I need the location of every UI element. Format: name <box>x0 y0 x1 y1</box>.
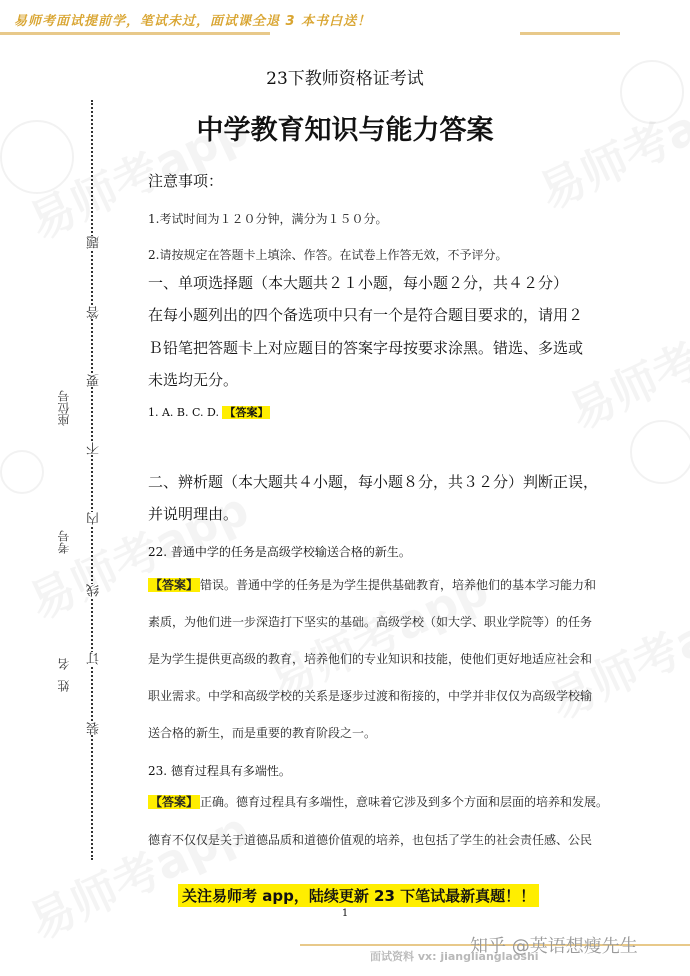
exam-number-field: 考号 <box>57 530 71 554</box>
answer-tag: 【答案】 <box>224 406 269 419</box>
margin-label: 要 <box>87 374 102 387</box>
banner-underline <box>0 32 270 35</box>
question-1 <box>148 404 634 420</box>
answer-23-line <box>148 784 634 821</box>
notice-item: 2.请按规定在答题卡上填涂、作答。在试卷上作答无效，不予评分。 <box>148 248 508 262</box>
section1-instruction: 在每小题列出的四个备选项中只有一个是符合题目要求的，请用２ <box>148 306 584 324</box>
exam-name: 23下教师资格证考试 <box>266 69 424 89</box>
section1-instruction: 未选均无分。 <box>148 371 239 389</box>
binding-margin <box>55 100 105 870</box>
banner-underline-right <box>520 32 620 35</box>
answer-tag: 【答案】 <box>150 578 199 592</box>
page-title: 中学教育知识与能力答案 <box>196 115 494 146</box>
margin-label: 装 <box>87 722 102 735</box>
binding-dotted-line <box>91 100 93 860</box>
section2-heading: 并说明理由。 <box>148 505 239 523</box>
section1-instruction: Ｂ铅笔把答题卡上对应题目的答案字母按要求涂黑。错选、多选或 <box>148 339 584 357</box>
footer-contact: 面试资料 vx: jianglianglaoshi <box>370 950 539 963</box>
answer-23-line: 德育不仅仅是关于道德品质和道德价值观的培养，也包括了学生的社会责任感、公民 <box>148 833 593 847</box>
notice-title: 注意事项： <box>148 172 224 190</box>
notice-item: 1.考试时间为１２０分钟，满分为１５０分。 <box>148 212 388 226</box>
margin-label: 不 <box>87 442 102 455</box>
answer-22-line: 素质，为他们进一步深造打下坚实的基础。高级学校（如大学、职业学院等）的任务 <box>148 615 593 629</box>
seat-number-field: 座位号 <box>57 390 71 426</box>
margin-label: 线 <box>87 584 102 597</box>
answer-22-text: 错误。普通中学的任务是为学生提供基础教育，培养他们的基本学习能力和 <box>200 578 597 592</box>
question-23: 23. 德育过程具有多端性。 <box>148 764 291 778</box>
answer-22-line: 是为学生提供更高级的教育，培养他们的专业知识和技能，使他们更好地适应社会和 <box>148 652 593 666</box>
margin-label: 题 <box>87 236 102 249</box>
answer-tag: 【答案】 <box>150 795 199 809</box>
answer-22-line <box>148 567 634 604</box>
footer-cta: 关注易师考 app，陆续更新 23 下笔试最新真题！！ <box>178 884 539 907</box>
question-1-options: 1. A. B. C. D. <box>148 406 219 419</box>
margin-label: 订 <box>87 652 102 665</box>
answer-22-line: 送合格的新生，而是重要的教育阶段之一。 <box>148 726 377 740</box>
section1-heading: 一、单项选择题（本大题共２１小题，每小题２分，共４２分） <box>148 274 569 292</box>
margin-label: 答 <box>87 306 102 319</box>
zhihu-watermark: 知乎 @英语想瘦先生 <box>470 936 638 957</box>
answer-22-line: 职业需求。中学和高级学校的关系是逐步过渡和衔接的，中学并非仅仅为高级学校输 <box>148 689 593 703</box>
watermark-circle <box>630 420 690 484</box>
watermark-circle <box>0 450 44 494</box>
answer-23-text: 正确。德育过程具有多端性，意味着它涉及到多个方面和层面的培养和发展。 <box>200 795 609 809</box>
page-number: 1 <box>341 908 349 919</box>
name-field: 姓名 <box>57 648 71 692</box>
margin-label: 内 <box>87 512 102 525</box>
question-22: 22. 普通中学的任务是高级学校输送合格的新生。 <box>148 545 411 559</box>
promo-banner: 易师考面试提前学，笔试未过，面试课全退 3 本书白送！ <box>14 14 372 29</box>
section2-heading: 二、辨析题（本大题共４小题，每小题８分，共３２分）判断正误， <box>148 473 599 491</box>
